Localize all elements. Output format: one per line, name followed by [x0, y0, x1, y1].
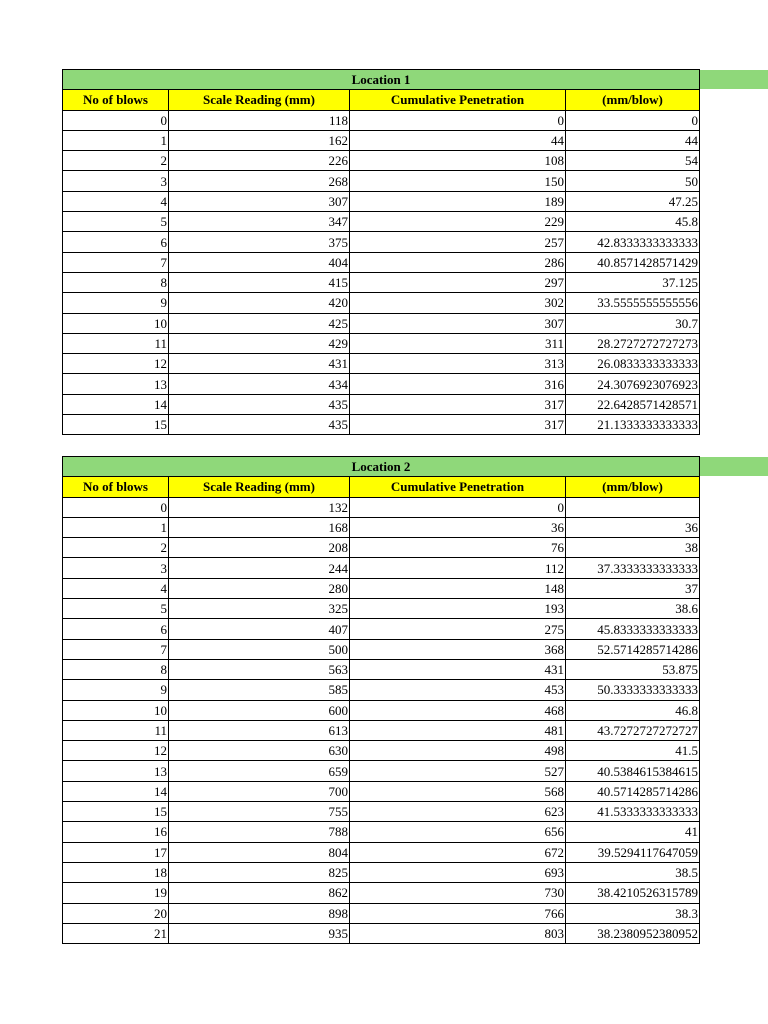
scale-reading-cell[interactable]: 862	[169, 883, 350, 903]
blows-cell[interactable]: 14	[63, 394, 169, 414]
blows-cell[interactable]: 0	[63, 497, 169, 517]
table-row	[63, 578, 700, 598]
column-header-blows[interactable]: No of blows	[63, 477, 169, 497]
scale-reading-cell[interactable]: 162	[169, 130, 350, 150]
table-row	[63, 171, 700, 191]
scale-reading-cell[interactable]: 325	[169, 599, 350, 619]
blows-cell[interactable]: 4	[63, 191, 169, 211]
rate-cell[interactable]: 36	[566, 517, 700, 537]
rate-cell[interactable]: 38.5	[566, 862, 700, 882]
scale-reading-cell[interactable]: 226	[169, 151, 350, 171]
rate-cell[interactable]: 52.5714285714286	[566, 639, 700, 659]
blows-cell[interactable]: 18	[63, 862, 169, 882]
blows-cell[interactable]: 1	[63, 517, 169, 537]
rate-cell[interactable]: 38.3	[566, 903, 700, 923]
scale-reading-cell[interactable]: 280	[169, 578, 350, 598]
rate-cell[interactable]: 37.125	[566, 272, 700, 292]
rate-cell[interactable]: 38	[566, 538, 700, 558]
table-row	[63, 619, 700, 639]
cumulative-penetration-cell[interactable]: 302	[350, 293, 566, 313]
scale-reading-cell[interactable]: 898	[169, 903, 350, 923]
cumulative-penetration-cell[interactable]: 148	[350, 578, 566, 598]
scale-reading-cell[interactable]: 307	[169, 191, 350, 211]
cumulative-penetration-cell[interactable]: 150	[350, 171, 566, 191]
table-row	[63, 415, 700, 435]
blows-cell[interactable]: 11	[63, 333, 169, 353]
table-row	[63, 558, 700, 578]
rate-cell[interactable]: 41	[566, 822, 700, 842]
cumulative-penetration-cell[interactable]: 275	[350, 619, 566, 639]
rate-cell[interactable]: 28.2727272727273	[566, 333, 700, 353]
column-header-cumulative-penetration[interactable]: Cumulative Penetration	[350, 90, 566, 110]
scale-reading-cell[interactable]: 700	[169, 781, 350, 801]
rate-cell[interactable]: 33.5555555555556	[566, 293, 700, 313]
scale-reading-cell[interactable]: 500	[169, 639, 350, 659]
table-title[interactable]: Location 2	[63, 457, 700, 477]
table-row	[63, 720, 700, 740]
scale-reading-cell[interactable]: 431	[169, 354, 350, 374]
rate-cell[interactable]: 24.3076923076923	[566, 374, 700, 394]
column-header-cumulative-penetration[interactable]: Cumulative Penetration	[350, 477, 566, 497]
location-1-table	[62, 69, 700, 435]
column-header-blows[interactable]: No of blows	[63, 90, 169, 110]
blows-cell[interactable]: 21	[63, 923, 169, 943]
blows-cell[interactable]: 11	[63, 720, 169, 740]
rate-cell[interactable]: 43.7272727272727	[566, 720, 700, 740]
scale-reading-cell[interactable]: 168	[169, 517, 350, 537]
rate-cell[interactable]: 30.7	[566, 313, 700, 333]
cumulative-penetration-cell[interactable]: 453	[350, 680, 566, 700]
column-header-rate[interactable]: (mm/blow)	[566, 90, 700, 110]
cumulative-penetration-cell[interactable]: 730	[350, 883, 566, 903]
rate-cell[interactable]: 22.6428571428571	[566, 394, 700, 414]
scale-reading-cell[interactable]: 935	[169, 923, 350, 943]
cumulative-penetration-cell[interactable]: 656	[350, 822, 566, 842]
scale-reading-cell[interactable]: 375	[169, 232, 350, 252]
table-row	[63, 517, 700, 537]
blows-cell[interactable]: 5	[63, 599, 169, 619]
blows-cell[interactable]: 4	[63, 578, 169, 598]
scale-reading-cell[interactable]: 429	[169, 333, 350, 353]
blows-cell[interactable]: 17	[63, 842, 169, 862]
blows-cell[interactable]: 10	[63, 700, 169, 720]
cumulative-penetration-cell[interactable]: 44	[350, 130, 566, 150]
cumulative-penetration-cell[interactable]: 317	[350, 415, 566, 435]
blows-cell[interactable]: 13	[63, 761, 169, 781]
cumulative-penetration-cell[interactable]: 527	[350, 761, 566, 781]
table-title[interactable]: Location 1	[63, 70, 700, 90]
cumulative-penetration-cell[interactable]: 498	[350, 741, 566, 761]
blows-cell[interactable]: 14	[63, 781, 169, 801]
rate-cell[interactable]: 50.3333333333333	[566, 680, 700, 700]
scale-reading-cell[interactable]: 659	[169, 761, 350, 781]
blows-cell[interactable]: 6	[63, 232, 169, 252]
table-row	[63, 680, 700, 700]
cumulative-penetration-cell[interactable]: 468	[350, 700, 566, 720]
blows-cell[interactable]: 8	[63, 659, 169, 679]
cumulative-penetration-cell[interactable]: 803	[350, 923, 566, 943]
cumulative-penetration-cell[interactable]: 313	[350, 354, 566, 374]
cumulative-penetration-cell[interactable]: 297	[350, 272, 566, 292]
rate-cell[interactable]	[566, 497, 700, 517]
scale-reading-cell[interactable]: 435	[169, 394, 350, 414]
table-row	[63, 313, 700, 333]
rate-cell[interactable]: 53.875	[566, 659, 700, 679]
table-row	[63, 272, 700, 292]
cumulative-penetration-cell[interactable]: 672	[350, 842, 566, 862]
blows-cell[interactable]: 13	[63, 374, 169, 394]
table-row	[63, 130, 700, 150]
scale-reading-cell[interactable]: 434	[169, 374, 350, 394]
rate-cell[interactable]: 47.25	[566, 191, 700, 211]
scale-reading-cell[interactable]: 118	[169, 110, 350, 130]
rate-cell[interactable]: 50	[566, 171, 700, 191]
blows-cell[interactable]: 0	[63, 110, 169, 130]
table-row	[63, 923, 700, 943]
scale-reading-cell[interactable]: 208	[169, 538, 350, 558]
rate-cell[interactable]: 38.2380952380952	[566, 923, 700, 943]
blows-cell[interactable]: 7	[63, 639, 169, 659]
scale-reading-cell[interactable]: 347	[169, 212, 350, 232]
cumulative-penetration-cell[interactable]: 0	[350, 497, 566, 517]
cumulative-penetration-cell[interactable]: 108	[350, 151, 566, 171]
blows-cell[interactable]: 10	[63, 313, 169, 333]
rate-cell[interactable]: 54	[566, 151, 700, 171]
cumulative-penetration-cell[interactable]: 112	[350, 558, 566, 578]
blows-cell[interactable]: 16	[63, 822, 169, 842]
blows-cell[interactable]: 9	[63, 293, 169, 313]
cumulative-penetration-cell[interactable]: 0	[350, 110, 566, 130]
scale-reading-cell[interactable]: 613	[169, 720, 350, 740]
blows-cell[interactable]: 9	[63, 680, 169, 700]
table-row	[63, 232, 700, 252]
table-row	[63, 659, 700, 679]
table-row	[63, 151, 700, 171]
table-row	[63, 497, 700, 517]
table-row	[63, 761, 700, 781]
scale-reading-cell[interactable]: 244	[169, 558, 350, 578]
cumulative-penetration-cell[interactable]: 316	[350, 374, 566, 394]
cumulative-penetration-cell[interactable]: 189	[350, 191, 566, 211]
blows-cell[interactable]: 20	[63, 903, 169, 923]
table-row	[63, 822, 700, 842]
cumulative-penetration-cell[interactable]: 229	[350, 212, 566, 232]
cumulative-penetration-cell[interactable]: 568	[350, 781, 566, 801]
cumulative-penetration-cell[interactable]: 317	[350, 394, 566, 414]
scale-reading-cell[interactable]: 755	[169, 802, 350, 822]
table-row	[63, 293, 700, 313]
table-row	[63, 842, 700, 862]
table-row	[63, 741, 700, 761]
cumulative-penetration-cell[interactable]: 307	[350, 313, 566, 333]
scale-reading-cell[interactable]: 415	[169, 272, 350, 292]
rate-cell[interactable]: 45.8	[566, 212, 700, 232]
scale-reading-cell[interactable]: 404	[169, 252, 350, 272]
scale-reading-cell[interactable]: 425	[169, 313, 350, 333]
cumulative-penetration-cell[interactable]: 311	[350, 333, 566, 353]
table-row	[63, 110, 700, 130]
cumulative-penetration-cell[interactable]: 193	[350, 599, 566, 619]
cumulative-penetration-cell[interactable]: 623	[350, 802, 566, 822]
title-fill-extension	[700, 70, 768, 89]
blows-cell[interactable]: 3	[63, 558, 169, 578]
rate-cell[interactable]: 37.3333333333333	[566, 558, 700, 578]
scale-reading-cell[interactable]: 563	[169, 659, 350, 679]
rate-cell[interactable]: 45.8333333333333	[566, 619, 700, 639]
rate-cell[interactable]: 38.4210526315789	[566, 883, 700, 903]
cumulative-penetration-cell[interactable]: 693	[350, 862, 566, 882]
scale-reading-cell[interactable]: 788	[169, 822, 350, 842]
location-2-table	[62, 456, 700, 944]
table-row	[63, 212, 700, 232]
cumulative-penetration-cell[interactable]: 481	[350, 720, 566, 740]
rate-cell[interactable]: 44	[566, 130, 700, 150]
scale-reading-cell[interactable]: 132	[169, 497, 350, 517]
column-header-rate[interactable]: (mm/blow)	[566, 477, 700, 497]
table-row	[63, 781, 700, 801]
rate-cell[interactable]: 40.8571428571429	[566, 252, 700, 272]
blows-cell[interactable]: 2	[63, 538, 169, 558]
table-row	[63, 354, 700, 374]
table-row	[63, 538, 700, 558]
cumulative-penetration-cell[interactable]: 368	[350, 639, 566, 659]
table-row	[63, 639, 700, 659]
cumulative-penetration-cell[interactable]: 257	[350, 232, 566, 252]
table-row	[63, 903, 700, 923]
cumulative-penetration-cell[interactable]: 36	[350, 517, 566, 537]
rate-cell[interactable]: 26.0833333333333	[566, 354, 700, 374]
rate-cell[interactable]: 40.5384615384615	[566, 761, 700, 781]
cumulative-penetration-cell[interactable]: 766	[350, 903, 566, 923]
table-row	[63, 883, 700, 903]
blows-cell[interactable]: 5	[63, 212, 169, 232]
table-row	[63, 599, 700, 619]
table-row	[63, 862, 700, 882]
blows-cell[interactable]: 12	[63, 354, 169, 374]
table-row	[63, 191, 700, 211]
rate-cell[interactable]: 41.5333333333333	[566, 802, 700, 822]
scale-reading-cell[interactable]: 630	[169, 741, 350, 761]
scale-reading-cell[interactable]: 420	[169, 293, 350, 313]
table-row	[63, 802, 700, 822]
blows-cell[interactable]: 2	[63, 151, 169, 171]
cumulative-penetration-cell[interactable]: 431	[350, 659, 566, 679]
rate-cell[interactable]: 46.8	[566, 700, 700, 720]
table-row	[63, 394, 700, 414]
rate-cell[interactable]: 39.5294117647059	[566, 842, 700, 862]
rate-cell[interactable]: 0	[566, 110, 700, 130]
rate-cell[interactable]: 38.6	[566, 599, 700, 619]
blows-cell[interactable]: 6	[63, 619, 169, 639]
rate-cell[interactable]: 42.8333333333333	[566, 232, 700, 252]
table-row	[63, 374, 700, 394]
rate-cell[interactable]: 41.5	[566, 741, 700, 761]
column-header-scale-reading[interactable]: Scale Reading (mm)	[169, 90, 350, 110]
table-row	[63, 700, 700, 720]
scale-reading-cell[interactable]: 804	[169, 842, 350, 862]
blows-cell[interactable]: 12	[63, 741, 169, 761]
rate-cell[interactable]: 40.5714285714286	[566, 781, 700, 801]
scale-reading-cell[interactable]: 585	[169, 680, 350, 700]
column-header-scale-reading[interactable]: Scale Reading (mm)	[169, 477, 350, 497]
rate-cell[interactable]: 21.1333333333333	[566, 415, 700, 435]
rate-cell[interactable]: 37	[566, 578, 700, 598]
scale-reading-cell[interactable]: 407	[169, 619, 350, 639]
scale-reading-cell[interactable]: 825	[169, 862, 350, 882]
cumulative-penetration-cell[interactable]: 76	[350, 538, 566, 558]
blows-cell[interactable]: 8	[63, 272, 169, 292]
table-row	[63, 252, 700, 272]
blows-cell[interactable]: 1	[63, 130, 169, 150]
blows-cell[interactable]: 7	[63, 252, 169, 272]
title-fill-extension	[700, 457, 768, 476]
scale-reading-cell[interactable]: 268	[169, 171, 350, 191]
scale-reading-cell[interactable]: 435	[169, 415, 350, 435]
cumulative-penetration-cell[interactable]: 286	[350, 252, 566, 272]
blows-cell[interactable]: 3	[63, 171, 169, 191]
blows-cell[interactable]: 15	[63, 415, 169, 435]
table-row	[63, 333, 700, 353]
scale-reading-cell[interactable]: 600	[169, 700, 350, 720]
blows-cell[interactable]: 19	[63, 883, 169, 903]
blows-cell[interactable]: 15	[63, 802, 169, 822]
